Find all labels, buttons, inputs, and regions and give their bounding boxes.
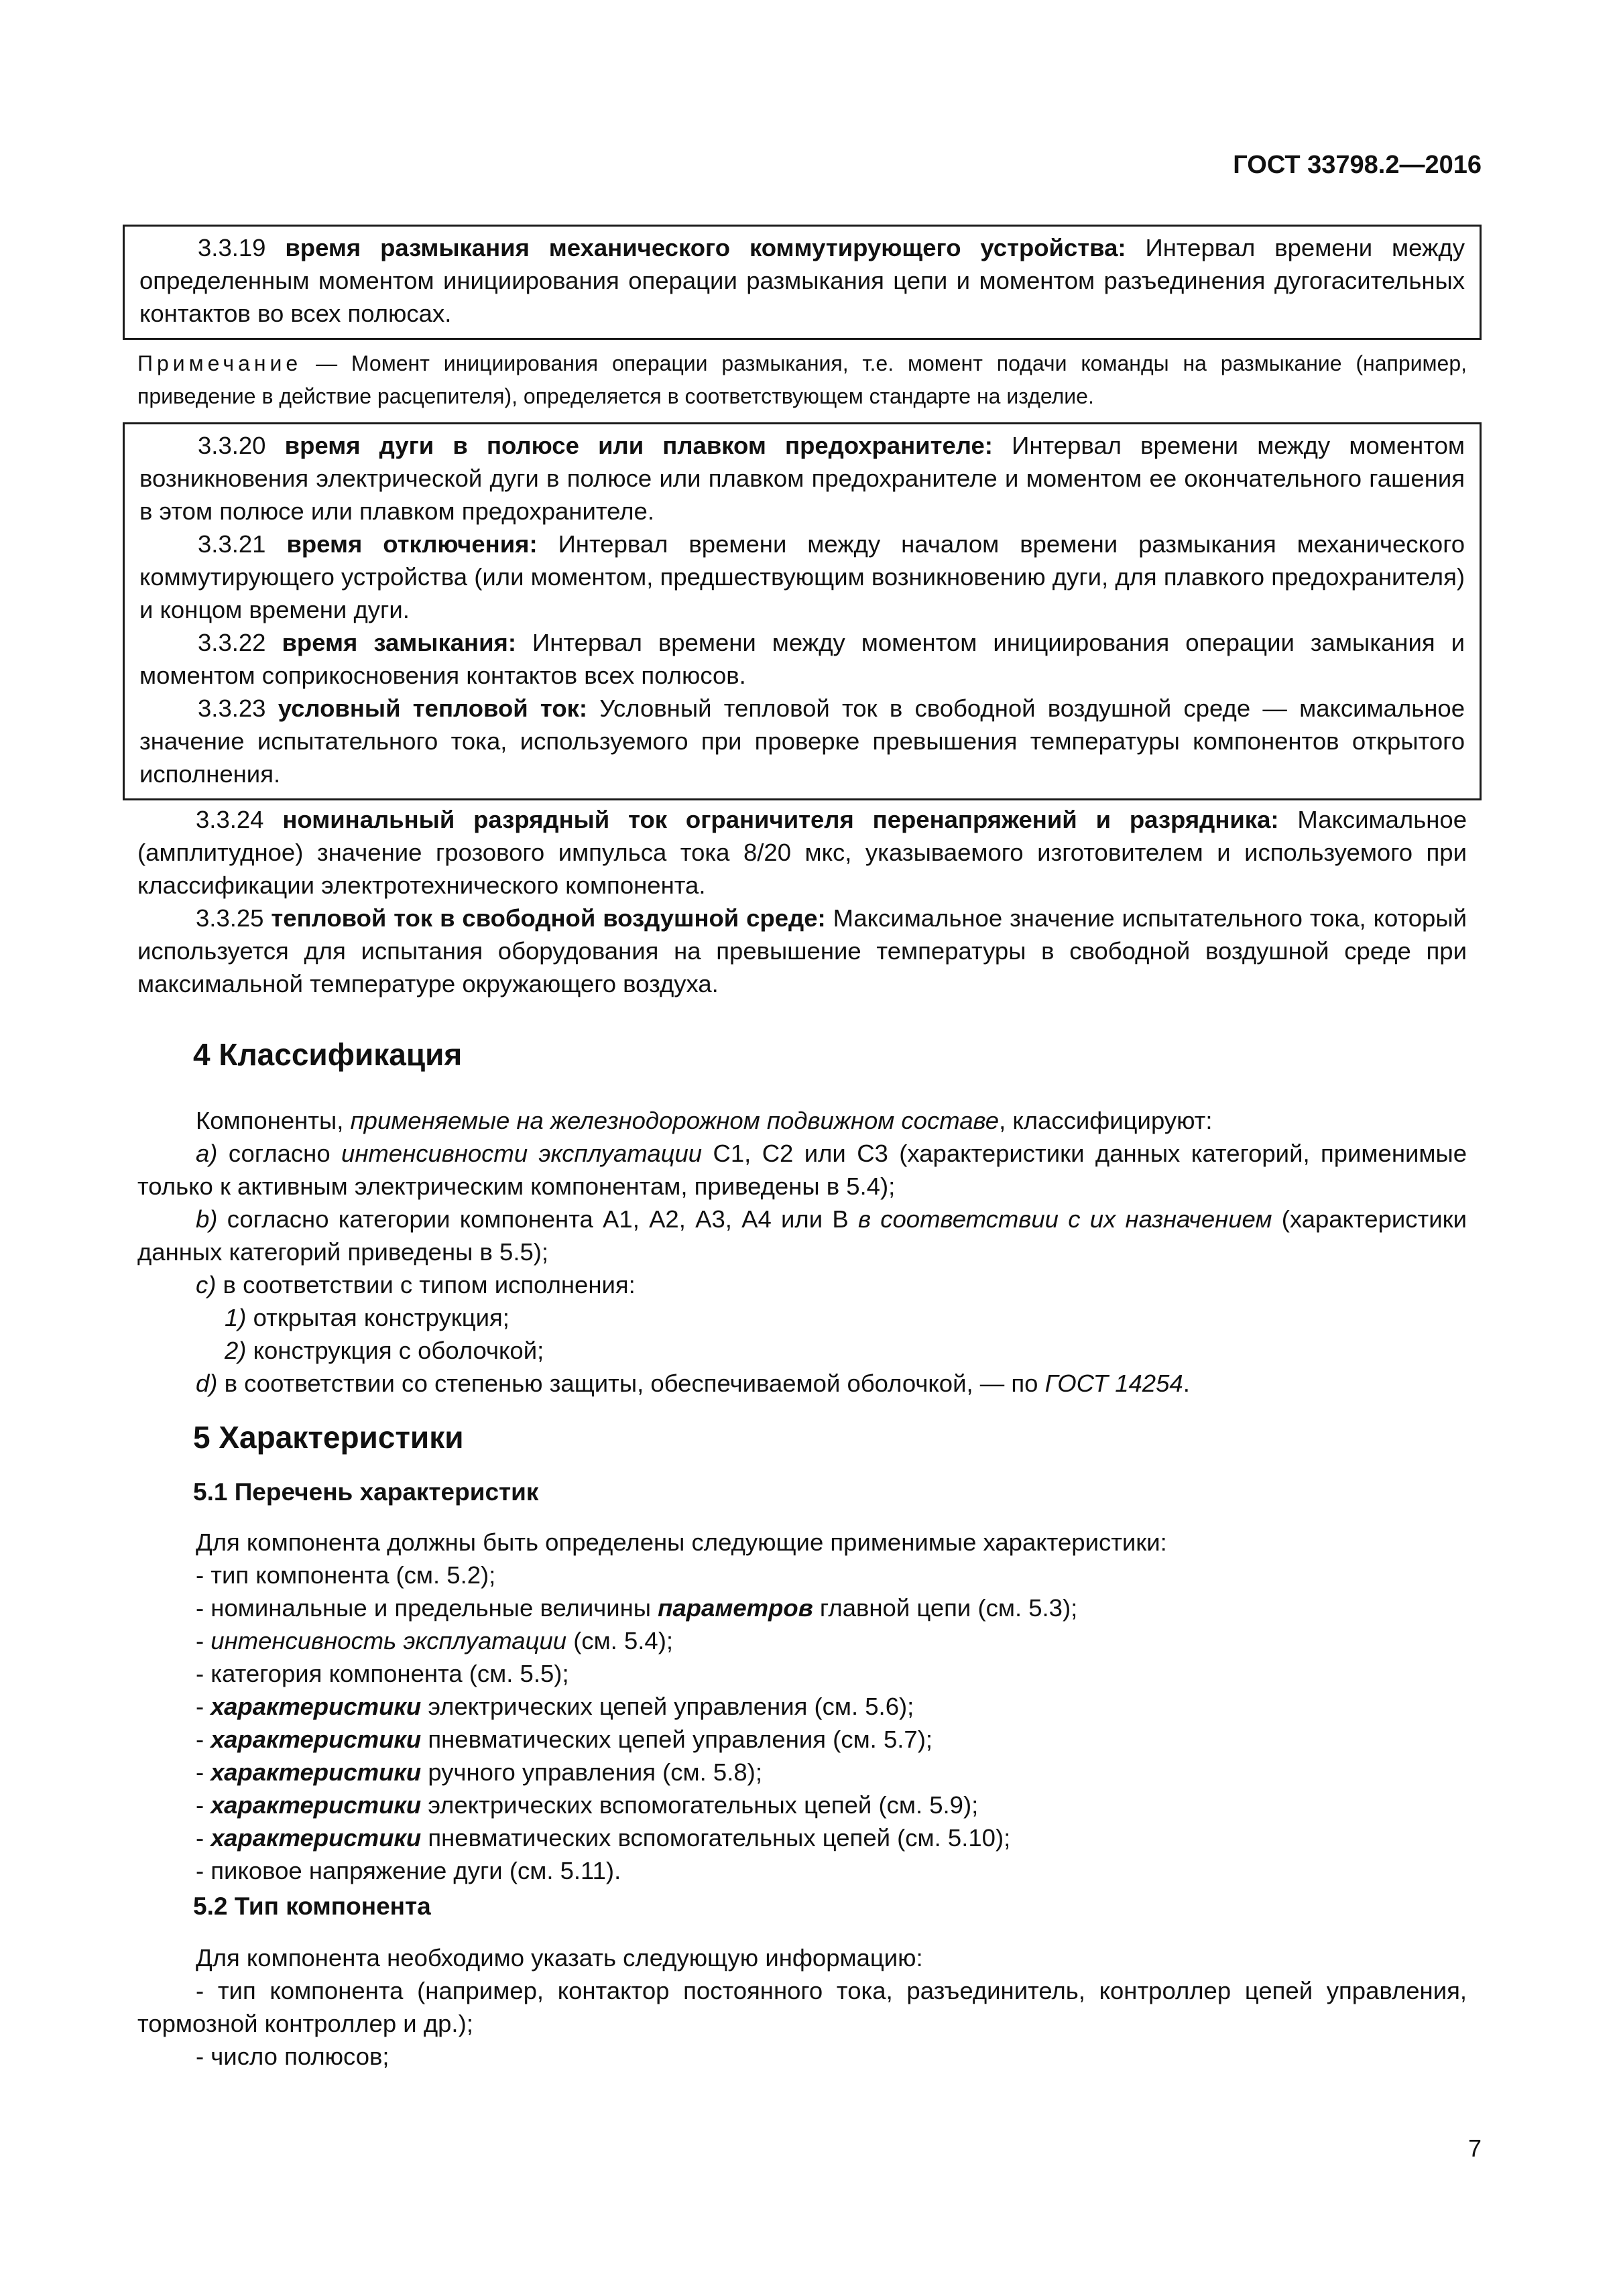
list-item: [137, 1821, 1467, 1854]
emphasis: интенсивность эксплуатации: [211, 1627, 567, 1654]
note: [137, 347, 1467, 413]
text: электрических цепей управления (см. 5.6);: [421, 1693, 914, 1720]
list-item: [137, 1624, 1467, 1657]
document-id-header: ГОСТ 33798.2—2016: [1233, 151, 1482, 179]
definition-3-3-19: [139, 231, 1465, 330]
text: , классифицируют:: [999, 1107, 1213, 1134]
clause-number: 3.3.21: [198, 530, 287, 558]
term: время отключения:: [286, 530, 538, 558]
term: условный тепловой ток:: [278, 694, 588, 722]
definition-text: Интервал времени между определенным моментом инициирования операции размыкания цепи и моментом разъединения дугогасительных контактов во всех полюсах.: [139, 234, 1465, 327]
text: ручного управления (см. 5.8);: [421, 1758, 762, 1786]
subsection-5-1-body: [137, 1526, 1467, 1887]
text: -: [196, 1627, 211, 1654]
text: - пиковое напряжение дуги (см. 5.11).: [196, 1857, 621, 1884]
text: -: [196, 1758, 211, 1786]
definition-text: Интервал времени между началом времени размыкания механического коммутирующего устройства (или моментом, предшествующим возникновению дуги, для плавкого предохранителя) и концом времени дуги.: [139, 530, 1465, 623]
emphasis: характеристики: [211, 1758, 422, 1786]
page-number: 7: [1467, 2134, 1482, 2162]
text: С1, С2 или С3 (характеристики данных категорий, применимые только к активным электрическим компонентам, приведены в 5.4);: [137, 1140, 1467, 1200]
list-item: [137, 1756, 1467, 1789]
definition-3-3-21: [139, 528, 1465, 626]
list-intro: Для компонента должны быть определены следующие применимые характеристики:: [196, 1528, 1167, 1556]
list-item: [137, 1559, 1467, 1591]
definition-3-3-22: [139, 626, 1465, 692]
classification-item-c: [137, 1268, 1467, 1301]
term: время замыкания:: [282, 629, 516, 656]
text: пневматических вспомогательных цепей (см. 5.10);: [421, 1824, 1011, 1852]
text: (см. 5.4);: [566, 1627, 674, 1654]
subsection-5-2-body: [137, 1941, 1467, 2073]
classification-item-a: [137, 1137, 1467, 1203]
item-marker: 1): [225, 1304, 247, 1331]
emphasis: применяемые на железнодорожном подвижном составе: [350, 1107, 1000, 1134]
definitions-after-box: [137, 803, 1467, 1000]
clause-number: 3.3.19: [198, 234, 286, 261]
text: согласно: [217, 1140, 342, 1167]
subsection-5-1-heading: 5.1 Перечень характеристик: [193, 1478, 539, 1506]
list-item: - тип компонента (например, контактор постоянного тока, разъединитель, контроллер цепей управления, тормозной контроллер и др.);: [137, 1977, 1467, 2037]
term: тепловой ток в свободной воздушной среде:: [271, 904, 826, 932]
item-marker: d): [196, 1370, 218, 1397]
definition-box-3-3-19: [123, 225, 1482, 340]
definition-text: Максимальное (амплитудное) значение грозового импульса тока 8/20 мкс, указываемого изготовителем и используемого при классификации электротехнического компонента.: [137, 806, 1467, 899]
text: - категория компонента (см. 5.5);: [196, 1660, 569, 1687]
classification-item-c1: [137, 1301, 1467, 1334]
text: -: [196, 1726, 211, 1753]
definition-box-3-3-20-23: [123, 422, 1482, 800]
definition-text: Максимальное значение испытательного тока, который используется для испытания оборудования на превышение температуры в свободной воздушной среде при максимальной температуре окружающего воздуха.: [137, 904, 1467, 998]
text: - тип компонента (см. 5.2);: [196, 1561, 496, 1589]
characteristics-list: [137, 1559, 1467, 1887]
note-text: — Момент инициирования операции размыкания, т.е. момент подачи команды на размыкание (например, приведение в действие расцепителя), определяется в соответствующем стандарте на изделие.: [137, 351, 1467, 408]
list-item: [137, 1854, 1467, 1887]
list-item: [137, 1657, 1467, 1690]
emphasis: характеристики: [211, 1693, 422, 1720]
definition-text: Интервал времени между моментом инициирования операции замыкания и моментом соприкосновения контактов всех полюсов.: [139, 629, 1465, 689]
text: Компоненты,: [196, 1107, 351, 1134]
definition-3-3-20: [139, 429, 1465, 528]
clause-number: 3.3.25: [196, 904, 272, 932]
text: в соответствии с типом исполнения:: [216, 1271, 636, 1298]
note-label: Примечание: [137, 351, 302, 375]
text: (характеристики данных категорий приведены в 5.5);: [137, 1205, 1467, 1266]
definition-text: Условный тепловой ток в свободной воздушной среде — максимальное значение испытательного тока, используемого при проверке превышения температуры компонентов открытого исполнения.: [139, 694, 1465, 788]
text: -: [196, 1791, 211, 1819]
definition-3-3-23: [139, 692, 1465, 790]
text: -: [196, 1693, 211, 1720]
list-item: [137, 1591, 1467, 1624]
list-item: - число полюсов;: [196, 2043, 389, 2070]
term: время размыкания механического коммутирующего устройства:: [285, 234, 1126, 261]
classification-item-b: [137, 1203, 1467, 1268]
text: пневматических цепей управления (см. 5.7);: [421, 1726, 933, 1753]
list-item: [137, 1789, 1467, 1821]
term: номинальный разрядный ток ограничителя перенапряжений и разрядника:: [282, 806, 1279, 833]
subsection-5-2-heading: 5.2 Тип компонента: [193, 1892, 431, 1920]
emphasis: параметров: [658, 1594, 813, 1622]
list-intro: Для компонента необходимо указать следующую информацию:: [196, 1944, 923, 1972]
item-marker: b): [196, 1205, 218, 1233]
clause-number: 3.3.22: [198, 629, 282, 656]
text: конструкция с оболочкой;: [246, 1337, 544, 1364]
classification-item-d: [137, 1367, 1467, 1400]
text: открытая конструкция;: [246, 1304, 509, 1331]
item-marker: 2): [225, 1337, 247, 1364]
section-5-heading: 5 Характеристики: [193, 1420, 464, 1455]
item-marker: a): [196, 1140, 218, 1167]
definition-3-3-24: [137, 803, 1467, 902]
clause-number: 3.3.24: [196, 806, 283, 833]
text: главной цепи (см. 5.3);: [813, 1594, 1078, 1622]
text: электрических вспомогательных цепей (см. 5.9);: [421, 1791, 979, 1819]
text: -: [196, 1824, 211, 1852]
classification-item-c2: [137, 1334, 1467, 1367]
reference: ГОСТ 14254: [1044, 1370, 1183, 1397]
list-item: [137, 1690, 1467, 1723]
text: - номинальные и предельные величины: [196, 1594, 658, 1622]
definition-text: Интервал времени между моментом возникновения электрической дуги в полюсе или плавком предохранителе и моментом ее окончательного гашения в этом полюсе или плавком предохранителе.: [139, 432, 1465, 525]
term: время дуги в полюсе или плавком предохранителе:: [284, 432, 993, 459]
emphasis: характеристики: [211, 1791, 422, 1819]
clause-number: 3.3.23: [198, 694, 278, 722]
text: .: [1183, 1370, 1190, 1397]
text: согласно категории компонента А1, А2, А3, А4 или В: [217, 1205, 858, 1233]
list-item: [137, 1723, 1467, 1756]
definition-3-3-25: [137, 902, 1467, 1000]
section-4-body: [137, 1104, 1467, 1400]
emphasis: характеристики: [211, 1726, 422, 1753]
emphasis: характеристики: [211, 1824, 422, 1852]
clause-number: 3.3.20: [198, 432, 285, 459]
classification-intro: [137, 1104, 1467, 1137]
text: в соответствии со степенью защиты, обеспечиваемой оболочкой, — по: [217, 1370, 1045, 1397]
section-4-heading: 4 Классификация: [193, 1037, 463, 1072]
emphasis: интенсивности эксплуатации: [341, 1140, 703, 1167]
item-marker: c): [196, 1271, 217, 1298]
emphasis: в соответствии с их назначением: [857, 1205, 1272, 1233]
